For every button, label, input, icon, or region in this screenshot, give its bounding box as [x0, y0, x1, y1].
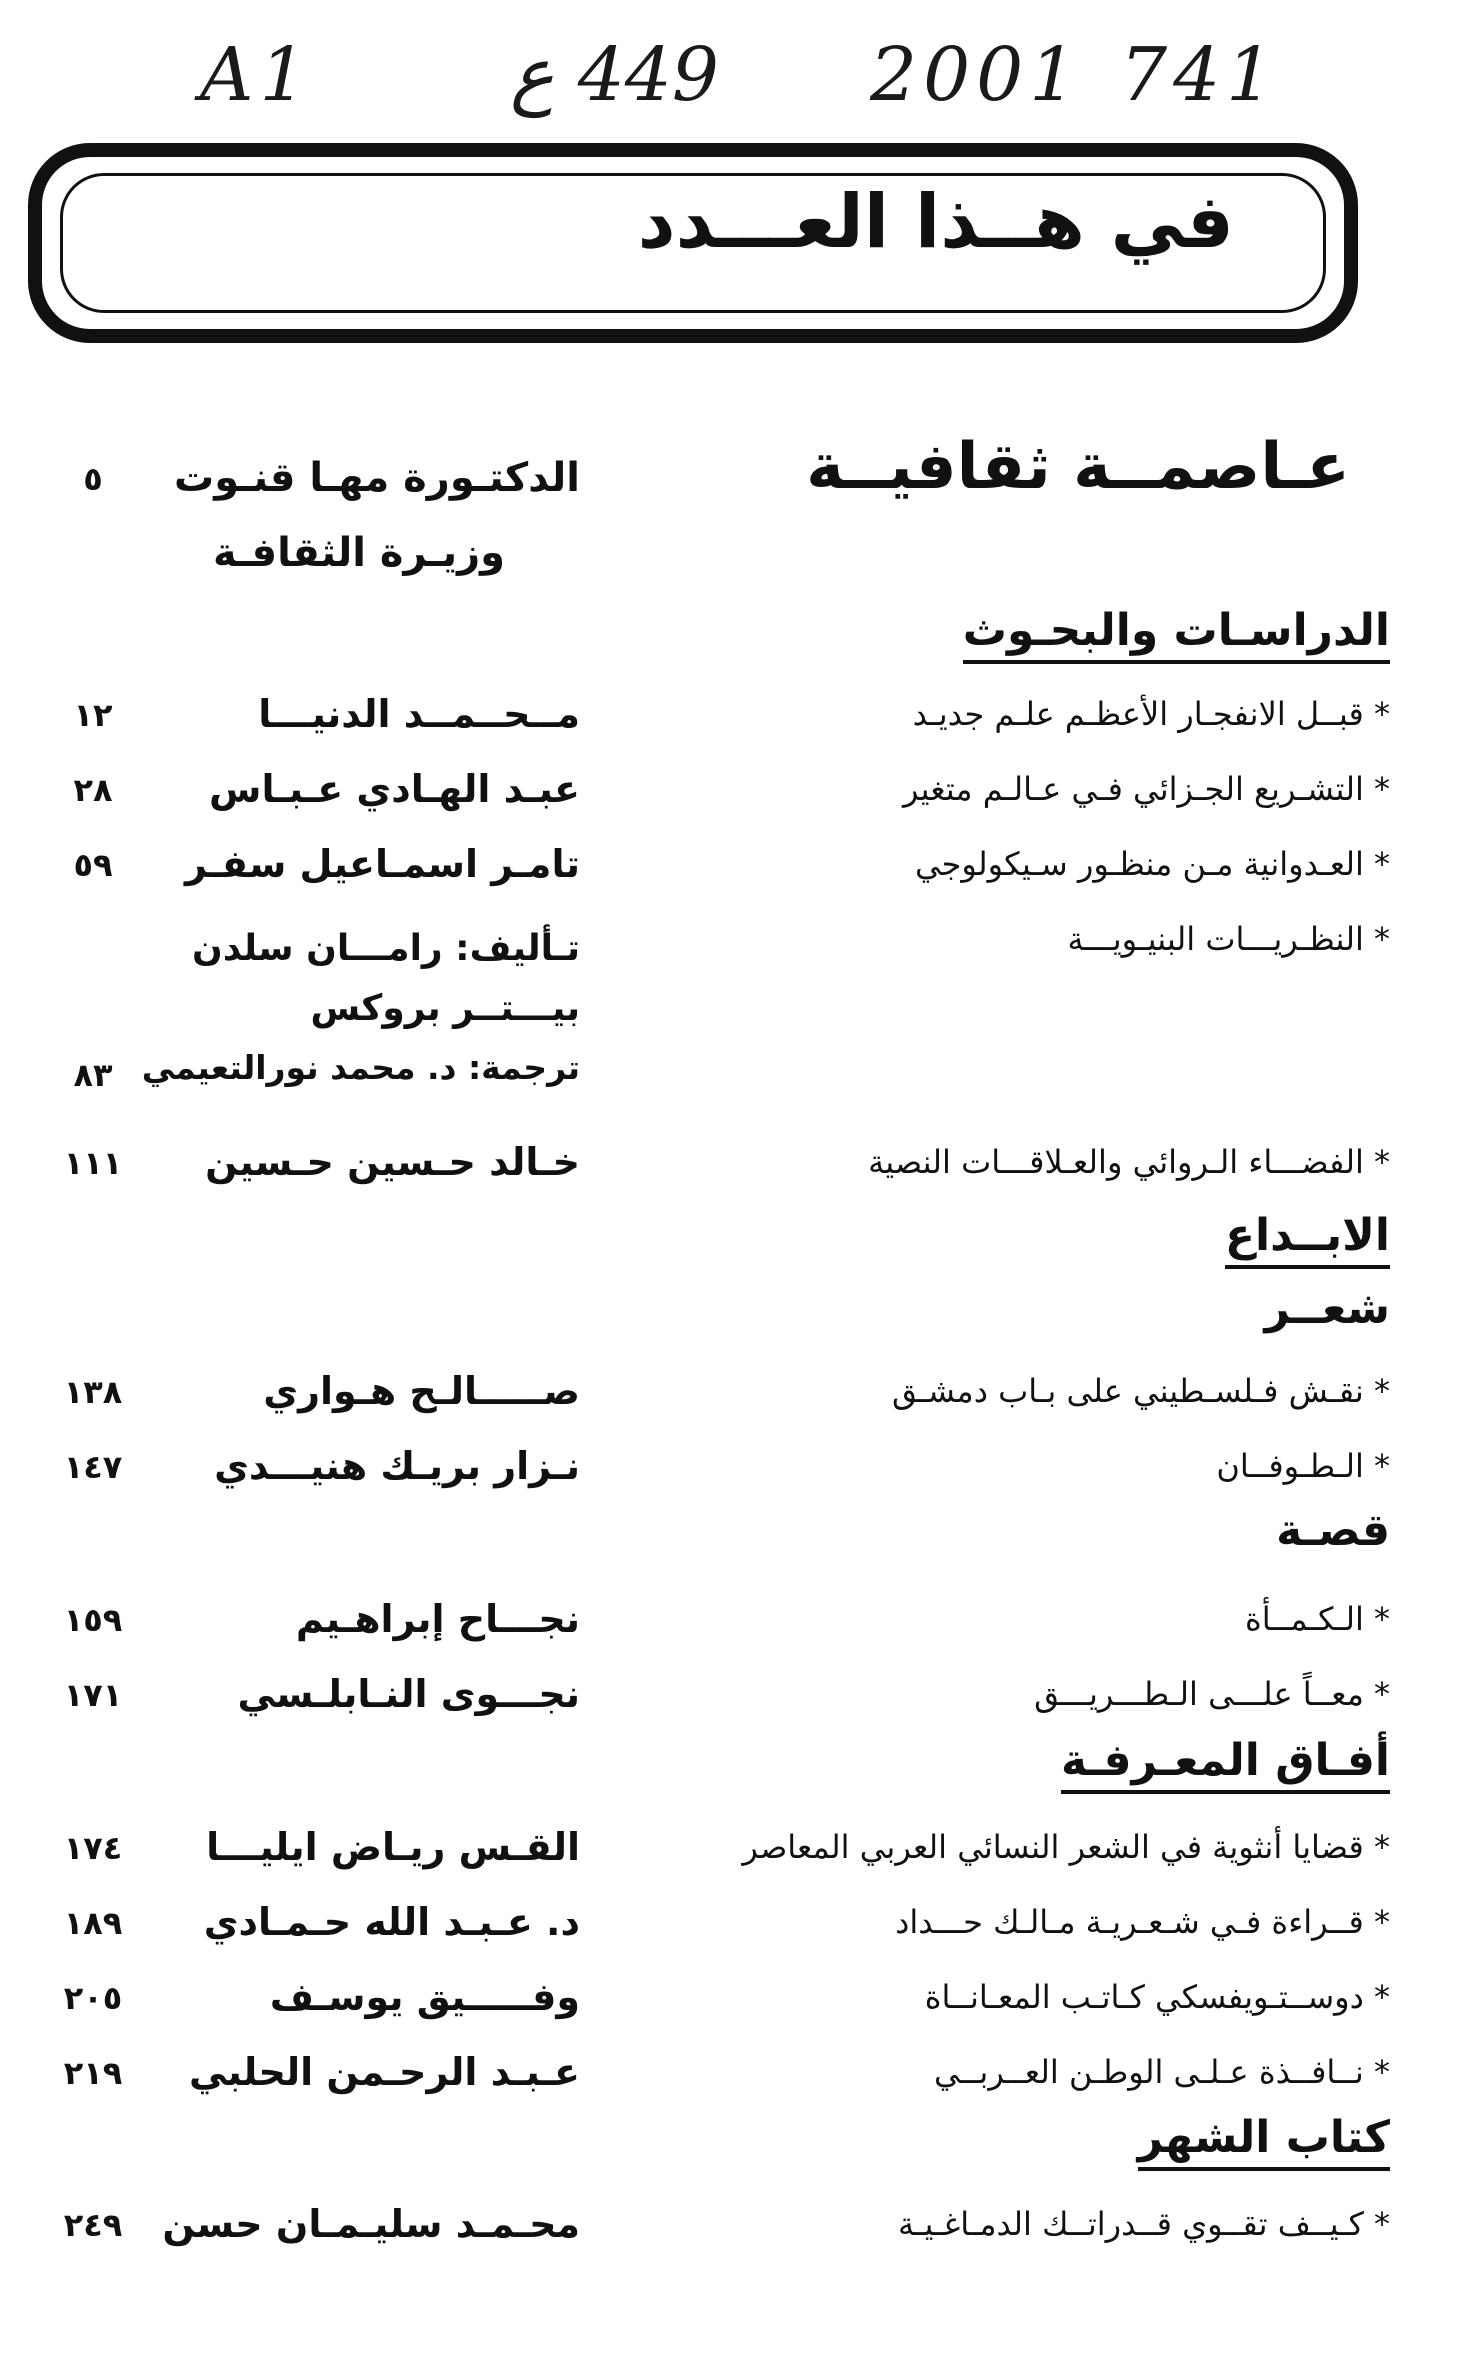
entry-author: تامـر اسمـاعيل سفـر: [184, 842, 580, 886]
entry-page: ١٣٨: [63, 1373, 123, 1411]
handwritten-d: 741: [1120, 32, 1280, 118]
title-banner: [28, 143, 1358, 343]
entry-author: نجـــاح إبراهـيم: [295, 1597, 580, 1641]
heading-poetry: شعــر: [1264, 1283, 1390, 1334]
heading-horizons: أفـاق المعـرفـة: [1061, 1735, 1390, 1794]
entry-title: * الـكـمــأة: [1245, 1600, 1390, 1638]
heading-studies: الدراسـات والبحـوث: [963, 605, 1390, 664]
entry-title: * التشـريع الجـزائي فـي عـالـم متغير: [903, 770, 1390, 808]
section-capital-title: عـاصمــة ثقافيــة: [806, 430, 1350, 504]
entry-page: ٥٩: [73, 846, 113, 884]
entry-author: ترجمة: د. محمد نورالتعيمي: [141, 1048, 580, 1087]
handwritten-b: 449 ع: [510, 32, 719, 118]
entry-author: د. عـبـد الله حـمـادي: [203, 1900, 580, 1944]
entry-author: مــحــمــد الدنيـــا: [258, 692, 580, 736]
minister-title: وزيـرة الثقافـة: [213, 530, 505, 576]
entry-author: عبـد الهـادي عـبـاس: [209, 767, 580, 811]
entry-title: * دوســتـويفسكي كـاتـب المعـانــاة: [924, 1978, 1390, 2016]
entry-author: نجـــوى النـابلـسي: [237, 1672, 580, 1716]
minister-page: ٥: [83, 460, 103, 498]
entry-page: ١١١: [63, 1144, 123, 1182]
entry-page: ٢٠٥: [63, 1979, 123, 2017]
entry-page: ٢١٩: [63, 2054, 123, 2092]
entry-title: * نقـش فـلسـطيني على بـاب دمشـق: [891, 1372, 1390, 1410]
handwritten-annotation: [0, 22, 1470, 132]
entry-title: * النظـريـــات البنيـويـــة: [1067, 920, 1390, 958]
entry-page: ٢٤٩: [63, 2206, 123, 2244]
entry-author: تـأليف: رامـــان سلدن: [191, 928, 580, 969]
heading-book: كتاب الشهر: [1138, 2112, 1390, 2171]
heading-story: قصـة: [1276, 1505, 1390, 1556]
entry-page: ٨٣: [73, 1056, 113, 1094]
entry-title: * قــراءة فـي شـعـريـة مـالـك حـــداد: [895, 1903, 1390, 1941]
heading-creativity: الابــداع: [1225, 1210, 1390, 1269]
entry-title: * معــاً علـــى الـطـــريـــق: [1034, 1675, 1390, 1713]
entry-page: ١٥٩: [63, 1601, 123, 1639]
entry-author: وفـــــيق يوسـف: [269, 1975, 580, 2019]
entry-author: نـزار بريـك هنيـــدي: [214, 1444, 580, 1488]
entry-title: * قضايا أنثوية في الشعر النسائي العربي المعاصر: [742, 1828, 1390, 1866]
entry-title: * الـطـوفــان: [1216, 1447, 1390, 1485]
entry-title: * قبــل الانفجـار الأعظـم علـم جديـد: [912, 695, 1390, 733]
entry-page: ١٨٩: [63, 1904, 123, 1942]
entry-page: ٢٨: [73, 771, 113, 809]
entry-author: صـــــالـح هـواري: [263, 1369, 580, 1413]
entry-author: بيـــتــر بروكس: [310, 988, 580, 1029]
entry-title: * العـدوانية مـن منظـور سـيكولوجي: [914, 845, 1390, 883]
entry-author: القـس ريـاض ايليـــا: [206, 1825, 580, 1869]
entry-author: محـمـد سليـمـان حسن: [162, 2202, 580, 2246]
entry-page: ١٤٧: [63, 1448, 123, 1486]
entry-author: خـالد حـسين حـسين: [205, 1140, 580, 1184]
minister-name: الدكتـورة مهـا قنـوت: [174, 455, 580, 501]
entry-author: عـبـد الرحـمن الحلبي: [189, 2050, 580, 2094]
entry-title: * كـيــف تقــوي قــدراتــك الدمـاغـيـة: [897, 2205, 1390, 2243]
entry-page: ١٢: [73, 696, 113, 734]
banner-title: في هــذا العـــدد: [637, 179, 1234, 265]
entry-page: ١٧١: [63, 1676, 123, 1714]
entry-page: ١٧٤: [63, 1829, 123, 1867]
entry-title: * نــافــذة عـلـى الوطـن العــربــي: [934, 2053, 1390, 2091]
handwritten-a: A1: [200, 32, 313, 118]
entry-title: * الفضـــاء الـروائي والعـلاقـــات النصية: [868, 1143, 1390, 1181]
handwritten-c: 2001: [870, 32, 1083, 118]
